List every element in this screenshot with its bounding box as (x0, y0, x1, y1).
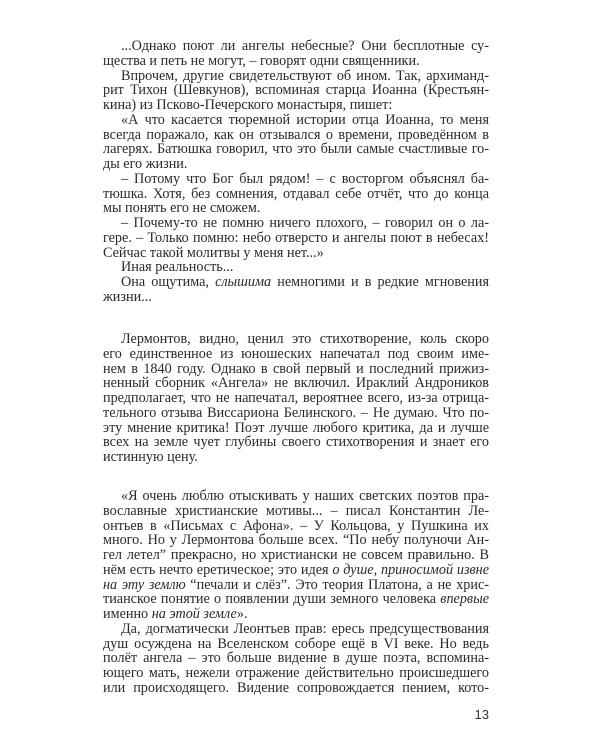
text-line: Сейчас такой молитвы у меня нет...» (103, 244, 324, 261)
text-line: всегда поражало, как он отзывался о времени, проведённом в (103, 126, 489, 143)
text-line: жизни... (103, 288, 152, 305)
text-line (103, 607, 489, 622)
text-line: душ осуждена на Вселенском соборе ещё в VI веке. Но ведь (103, 635, 489, 652)
text-segment: именно (103, 606, 152, 623)
text-segment: немногими и в редкие мгновения (271, 274, 490, 291)
text-line: тюшка. Хотя, без сомнения, отдавал себе отчёт, что до конца (103, 185, 489, 202)
text-line (103, 563, 489, 578)
text-line: – Почему-то не помню ничего плохого, – говорил он о ла- (121, 215, 489, 232)
text-line: щества и петь не могут, – говорят одни священники. (103, 52, 420, 69)
text-segment: тианское понятие о появлении души земного человека (103, 591, 441, 608)
text-line: эту мнение критика! Поэт лучше любого критика, да и лучше (103, 419, 489, 436)
text-line: тельного отзыва Виссариона Белинского. – Не думаю. Что по- (103, 404, 489, 421)
text-line: онтьев в «Письмах с Афона». – У Кольцова, у Пушкина их (103, 517, 489, 534)
text-line: ненный сборник «Ангела» не включил. Ираклий Андроников (103, 375, 489, 392)
text-line: мы понять его не сможем. (103, 200, 261, 217)
text-line: Иная реальность... (121, 259, 234, 276)
text-line: всех на земле чует глубины своего стихотворения и знает его (103, 434, 489, 451)
text-line: лагерях. Батюшка говорил, что это были самые счастливые го- (103, 141, 489, 158)
text-line: Да, догматически Леонтьев прав: ересь предсуществования (121, 620, 489, 637)
text-segment: Она ощутима, (121, 274, 216, 291)
text-line: ющего мать, нежели отражение действительно происшедшего (103, 665, 489, 682)
text-line: ды его жизни. (103, 156, 188, 173)
italic-text: на эту землю (103, 576, 186, 593)
text-line (103, 578, 489, 593)
text-line: – Потому что Бог был рядом! – с восторгом объяснял ба- (121, 170, 489, 187)
text-line: рит Тихон (Шевкунов), вспоминая старца Иоанна (Крестьян- (103, 82, 489, 99)
text-line: кина) из Псково-Печерского монастыря, пишет: (103, 97, 393, 114)
text-line: его единственное из юношеских напечатал под своим име- (103, 345, 489, 362)
text-line (121, 275, 489, 290)
italic-text: слышима (215, 274, 272, 291)
italic-text: о душе, приносимой извне (332, 561, 489, 578)
text-line: полёт ангела – это больше видение в душе поэта, вспомина- (103, 650, 489, 667)
text-line: или происходящего. Видение сопровождается пением, кото- (103, 679, 489, 696)
text-line: Лермонтов, видно, ценил это стихотворение, коль скоро (121, 331, 489, 347)
text-line: гере. – Только помню: небо отверсто и ангелы поют в небесах! (103, 229, 489, 246)
page-number: 13 (474, 707, 489, 722)
text-line: ...Однако поют ли ангелы небесные? Они бесплотные су- (121, 38, 489, 54)
text-segment: нём есть нечто еретическое; это идея (103, 561, 333, 578)
italic-text: на этой земле (151, 606, 237, 623)
text-line: Впрочем, другие свидетельствуют об ином. Так, архиманд- (121, 67, 489, 84)
text-line: «Я очень люблю отыскивать у наших светских поэтов пра- (121, 488, 489, 504)
text-line: вославные христианские мотивы... – писал Константин Ле- (103, 502, 489, 519)
italic-text: впервые (440, 591, 489, 608)
text-segment: “печали и слёз”. Это теория Платона, а не хрис- (185, 576, 489, 593)
text-line (103, 592, 489, 607)
text-segment: ». (236, 606, 248, 623)
text-line: предполагает, что не напечатал, вероятнее всего, из-за отрица- (103, 390, 489, 407)
text-line: «А что касается тюремной истории отца Иоанна, то меня (121, 111, 489, 128)
text-line: нем в 1840 году. Однако в свой первый и последний прижиз- (103, 360, 489, 377)
text-line: гел летел” прекрасно, но христиански не совсем правильно. В (103, 547, 489, 564)
text-line: истинную цену. (103, 449, 198, 466)
text-line: много. Но у Лермонтова больше всех. “По небу полуночи Ан- (103, 532, 489, 549)
